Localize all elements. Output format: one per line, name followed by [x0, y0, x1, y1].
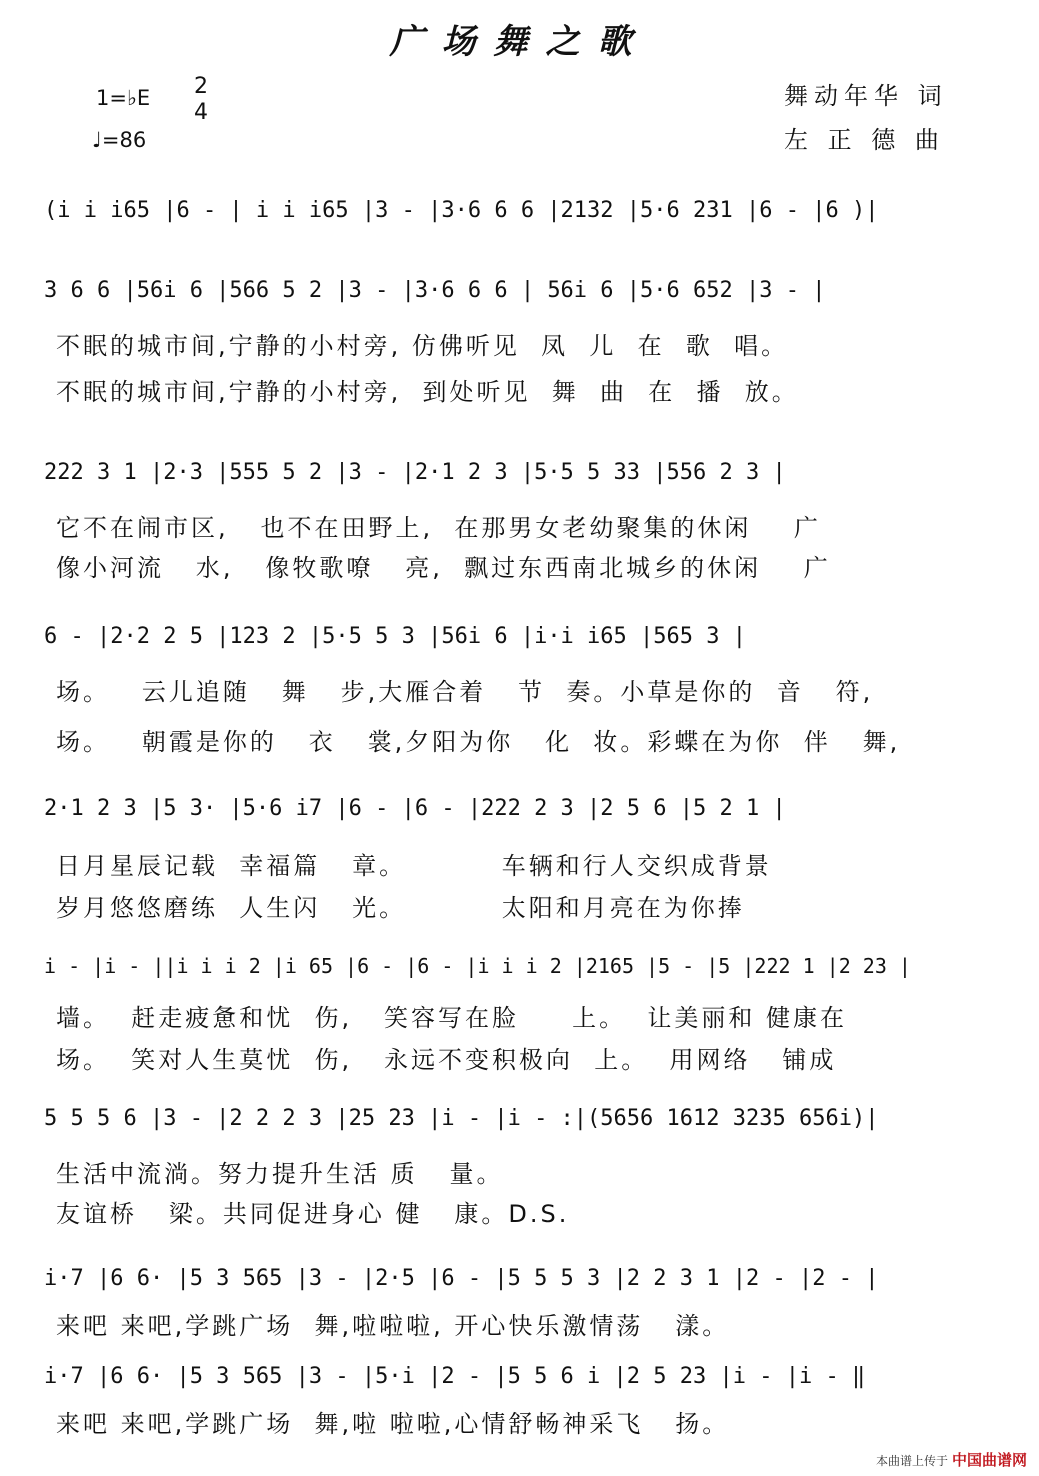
lyric-line: 场。 笑对人生莫忧 伤, 永远不变积极向 上。 用网络 铺成 — [56, 1046, 837, 1074]
site-logo[interactable]: 中国曲谱网 — [951, 1451, 1027, 1469]
time-signature-denominator: 4 — [194, 100, 208, 125]
footer-credit — [876, 1449, 1027, 1470]
lyric-line: 场。 云儿追随 舞 步,大雁合着 节 奏。小草是你的 音 符, — [56, 678, 874, 706]
tempo-marking: ♩=86 — [92, 128, 147, 152]
notation-line-4: 6 - |2·2 2 5 |123 2 |5·5 5 3 |56i 6 |i·i i65 |565 3 | — [44, 624, 746, 649]
time-signature-numerator: 2 — [194, 74, 208, 99]
lyric-line: 来吧 来吧,学跳广场 舞,啦 啦啦,心情舒畅神采飞 扬。 — [56, 1410, 730, 1438]
lyric-line: 日月星辰记载 幸福篇 章。 车辆和行人交织成背景 — [56, 852, 772, 880]
notation-line-6: i - |i - ||i i i 2 |i 65 |6 - |6 - |i i i 2 |2165 |5 - |5 |222 1 |2 23 | — [44, 954, 911, 978]
lyric-line: 不眠的城市间,宁静的小村旁, 仿佛听见 凤 儿 在 歌 唱。 — [56, 332, 789, 360]
lyric-line: 墙。 赶走疲惫和忧 伤, 笑容写在脸 上。 让美丽和 健康在 — [56, 1004, 848, 1032]
lyric-line: 生活中流淌。努力提升生活 质 量。 — [56, 1160, 504, 1188]
notation-line-7: 5 5 5 6 |3 - |2 2 2 3 |25 23 |i - |i - :|(5656 1612 3235 656i)| — [44, 1106, 879, 1131]
notation-line-1: (i i i65 |6 - | i i i65 |3 - |3·6 6 6 |2132 |5·6 231 |6 - |6 )| — [44, 198, 879, 223]
time-signature — [190, 74, 212, 126]
song-title: 广场舞之歌 — [389, 22, 650, 62]
lyric-line: 友谊桥 梁。共同促进身心 健 康。D.S. — [56, 1200, 570, 1228]
composer-credit: 左 正 德 曲 — [784, 126, 945, 154]
footer-upload-text: 本曲谱上传于 — [875, 1454, 948, 1468]
notation-line-5: 2·1 2 3 |5 3· |5·6 i7 |6 - |6 - |222 2 3 |2 5 6 |5 2 1 | — [44, 796, 786, 821]
notation-line-2: 3 6 6 |56i 6 |566 5 2 |3 - |3·6 6 6 | 56i 6 |5·6 652 |3 - | — [44, 278, 826, 303]
key-signature: 1=♭E — [96, 86, 151, 110]
lyric-line: 岁月悠悠磨练 人生闪 光。 太阳和月亮在为你捧 — [56, 894, 745, 922]
notation-line-8: i·7 |6 6· |5 3 565 |3 - |2·5 |6 - |5 5 5 3 |2 2 3 1 |2 - |2 - | — [44, 1266, 879, 1291]
lyricist-credit: 舞动年华 词 — [784, 82, 948, 110]
notation-line-3: 222 3 1 |2·3 |555 5 2 |3 - |2·1 2 3 |5·5 5 33 |556 2 3 | — [44, 460, 786, 485]
lyric-line: 来吧 来吧,学跳广场 舞,啦啦啦, 开心快乐激情荡 漾。 — [56, 1312, 730, 1340]
lyric-line: 像小河流 水, 像牧歌嘹 亮, 飘过东西南北城乡的休闲 广 — [56, 554, 831, 582]
lyric-line: 场。 朝霞是你的 衣 裳,夕阳为你 化 妆。彩蝶在为你 伴 舞, — [56, 728, 901, 756]
notation-line-9: i·7 |6 6· |5 3 565 |3 - |5·i |2 - |5 5 6 i |2 5 23 |i - |i - ‖ — [44, 1364, 866, 1389]
lyric-line: 不眠的城市间,宁静的小村旁, 到处听见 舞 曲 在 播 放。 — [56, 378, 799, 406]
lyric-line: 它不在闹市区, 也不在田野上, 在那男女老幼聚集的休闲 广 — [56, 514, 821, 542]
